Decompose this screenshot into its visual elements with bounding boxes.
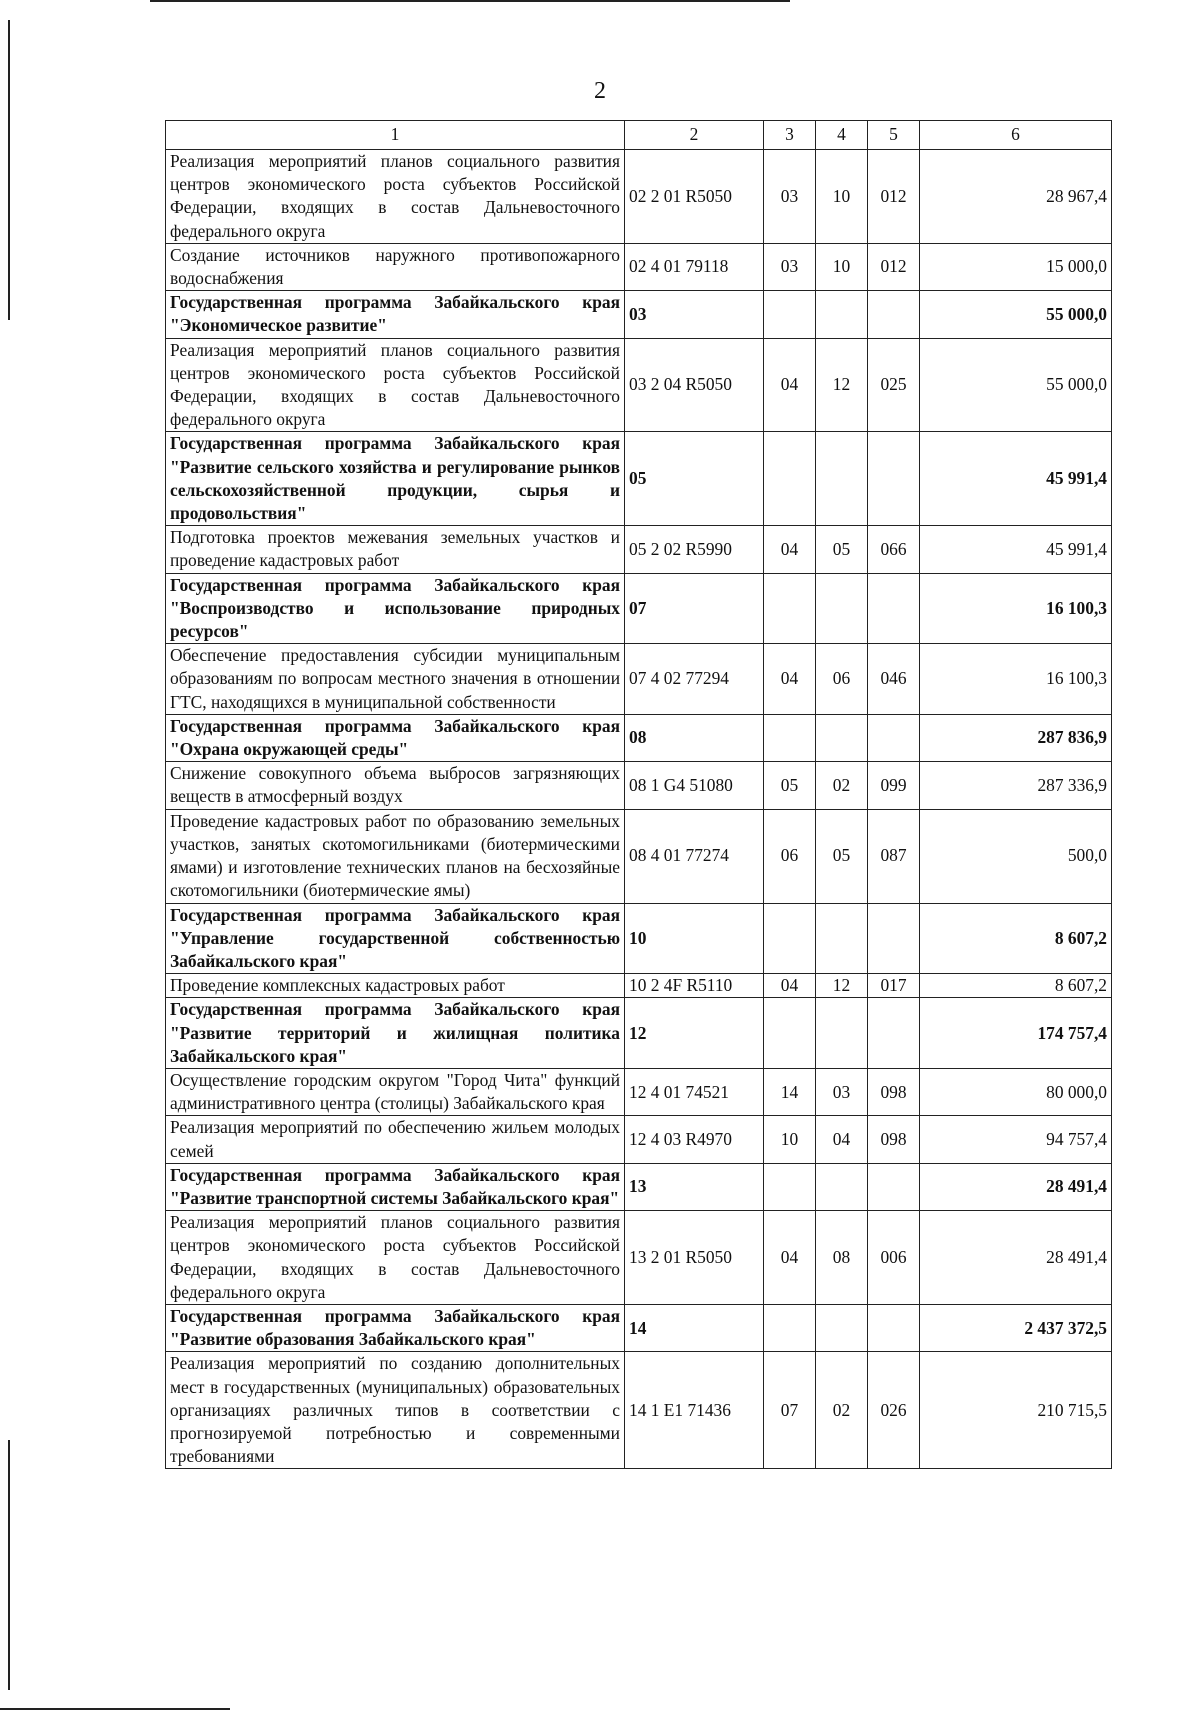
row-amount: 80 000,0 — [920, 1068, 1112, 1115]
row-name: Реализация мероприятий по обеспечению жильем молодых семей — [166, 1116, 625, 1163]
row-subsection: 12 — [816, 974, 868, 998]
row-section: 14 — [764, 1068, 816, 1115]
table-row — [166, 1116, 1112, 1163]
row-name: Проведение комплексных кадастровых работ — [166, 974, 625, 998]
row-subsection — [816, 903, 868, 974]
row-section: 03 — [764, 243, 816, 290]
row-section: 04 — [764, 974, 816, 998]
row-section — [764, 714, 816, 761]
row-section: 04 — [764, 338, 816, 432]
program-row — [166, 1304, 1112, 1351]
row-section — [764, 573, 816, 644]
program-row — [166, 573, 1112, 644]
table-row — [166, 1211, 1112, 1305]
row-name: Снижение совокупного объема выбросов загрязняющих веществ в атмосферный воздух — [166, 762, 625, 809]
row-section — [764, 1163, 816, 1210]
row-amount: 55 000,0 — [920, 338, 1112, 432]
row-amount: 45 991,4 — [920, 432, 1112, 526]
row-code: 08 4 01 77274 — [625, 809, 764, 903]
row-ministry-code — [868, 714, 920, 761]
table-body — [166, 150, 1112, 1469]
row-name: Реализация мероприятий планов социального развития центров экономического роста субъектов Российской Федерации, входящих в состав Дальневосточного федерального округа — [166, 338, 625, 432]
row-section: 04 — [764, 644, 816, 715]
row-amount: 174 757,4 — [920, 998, 1112, 1069]
row-code: 07 — [625, 573, 764, 644]
row-subsection — [816, 573, 868, 644]
row-amount: 8 607,2 — [920, 903, 1112, 974]
row-code: 08 — [625, 714, 764, 761]
row-name: Государственная программа Забайкальского края "Управление государственной собственностью Забайкальского края" — [166, 903, 625, 974]
table-row — [166, 809, 1112, 903]
row-subsection — [816, 1304, 868, 1351]
row-subsection: 06 — [816, 644, 868, 715]
program-row — [166, 903, 1112, 974]
program-row — [166, 432, 1112, 526]
row-subsection — [816, 998, 868, 1069]
table-row — [166, 1352, 1112, 1469]
row-code: 03 — [625, 291, 764, 338]
row-ministry-code: 012 — [868, 243, 920, 290]
column-header: 5 — [868, 121, 920, 150]
row-amount: 16 100,3 — [920, 644, 1112, 715]
row-subsection: 05 — [816, 809, 868, 903]
row-ministry-code: 025 — [868, 338, 920, 432]
program-row — [166, 291, 1112, 338]
program-row — [166, 1163, 1112, 1210]
row-code: 12 — [625, 998, 764, 1069]
row-ministry-code: 026 — [868, 1352, 920, 1469]
row-code: 12 4 01 74521 — [625, 1068, 764, 1115]
table-header-row — [166, 121, 1112, 150]
row-name: Проведение кадастровых работ по образованию земельных участков, занятых скотомогильниками (биотермическими ямами) и изготовление технических планов на бесхозяйные скотомогильники (биотермические ямы) — [166, 809, 625, 903]
row-code: 03 2 04 R5050 — [625, 338, 764, 432]
row-name: Государственная программа Забайкальского края "Развитие транспортной системы Забайкальского края" — [166, 1163, 625, 1210]
row-amount: 28 967,4 — [920, 150, 1112, 244]
row-amount: 55 000,0 — [920, 291, 1112, 338]
row-code: 10 2 4F R5110 — [625, 974, 764, 998]
program-row — [166, 714, 1112, 761]
row-code: 13 2 01 R5050 — [625, 1211, 764, 1305]
row-section: 04 — [764, 1211, 816, 1305]
row-section — [764, 1304, 816, 1351]
row-ministry-code — [868, 903, 920, 974]
row-name: Подготовка проектов межевания земельных участков и проведение кадастровых работ — [166, 526, 625, 573]
row-name: Государственная программа Забайкальского края "Развитие сельского хозяйства и регулирование рынков сельскохозяйственной продукции, сырья и продовольствия" — [166, 432, 625, 526]
row-amount: 287 836,9 — [920, 714, 1112, 761]
row-ministry-code: 098 — [868, 1116, 920, 1163]
row-amount: 210 715,5 — [920, 1352, 1112, 1469]
table-row — [166, 1068, 1112, 1115]
row-section: 07 — [764, 1352, 816, 1469]
row-code: 14 — [625, 1304, 764, 1351]
table-row — [166, 338, 1112, 432]
row-code: 12 4 03 R4970 — [625, 1116, 764, 1163]
scan-left-edge — [8, 20, 10, 320]
row-code: 14 1 E1 71436 — [625, 1352, 764, 1469]
row-ministry-code: 099 — [868, 762, 920, 809]
row-amount: 94 757,4 — [920, 1116, 1112, 1163]
row-code: 08 1 G4 51080 — [625, 762, 764, 809]
row-section: 10 — [764, 1116, 816, 1163]
row-subsection — [816, 714, 868, 761]
column-header: 1 — [166, 121, 625, 150]
row-ministry-code: 087 — [868, 809, 920, 903]
row-ministry-code — [868, 432, 920, 526]
row-name: Реализация мероприятий планов социального развития центров экономического роста субъектов Российской Федерации, входящих в состав Дальневосточного федерального округа — [166, 150, 625, 244]
row-amount: 15 000,0 — [920, 243, 1112, 290]
page-number: 2 — [594, 78, 606, 104]
row-amount: 45 991,4 — [920, 526, 1112, 573]
row-name: Государственная программа Забайкальского края "Воспроизводство и использование природных ресурсов" — [166, 573, 625, 644]
row-code: 05 — [625, 432, 764, 526]
row-ministry-code — [868, 291, 920, 338]
row-code: 02 2 01 R5050 — [625, 150, 764, 244]
row-code: 10 — [625, 903, 764, 974]
row-subsection: 02 — [816, 1352, 868, 1469]
row-amount: 287 336,9 — [920, 762, 1112, 809]
row-subsection: 12 — [816, 338, 868, 432]
row-name: Обеспечение предоставления субсидии муниципальным образованиям по вопросам местного значения в отношении ГТС, находящихся в муниципальной собственности — [166, 644, 625, 715]
row-section — [764, 903, 816, 974]
row-name: Создание источников наружного противопожарного водоснабжения — [166, 243, 625, 290]
table-row — [166, 974, 1112, 998]
row-name: Реализация мероприятий по созданию дополнительных мест в государственных (муниципальных) образовательных организациях различных типов в соответствии с прогнозируемой потребностью и современными требованиями — [166, 1352, 625, 1469]
row-section — [764, 998, 816, 1069]
row-name: Реализация мероприятий планов социального развития центров экономического роста субъектов Российской Федерации, входящих в состав Дальневосточного федерального округа — [166, 1211, 625, 1305]
row-ministry-code — [868, 1163, 920, 1210]
scan-top-edge — [150, 0, 790, 2]
scan-bottom-edge — [0, 1708, 230, 1710]
row-name: Государственная программа Забайкальского края "Развитие территорий и жилищная политика Забайкальского края" — [166, 998, 625, 1069]
row-ministry-code — [868, 998, 920, 1069]
row-code: 02 4 01 79118 — [625, 243, 764, 290]
row-amount: 16 100,3 — [920, 573, 1112, 644]
row-amount: 2 437 372,5 — [920, 1304, 1112, 1351]
row-ministry-code: 006 — [868, 1211, 920, 1305]
scan-left-edge-lower — [8, 1440, 10, 1690]
row-section — [764, 291, 816, 338]
program-row — [166, 998, 1112, 1069]
table-row — [166, 150, 1112, 244]
row-name: Государственная программа Забайкальского края "Охрана окружающей среды" — [166, 714, 625, 761]
row-ministry-code: 046 — [868, 644, 920, 715]
row-subsection: 10 — [816, 150, 868, 244]
column-header: 4 — [816, 121, 868, 150]
row-amount: 28 491,4 — [920, 1211, 1112, 1305]
row-amount: 28 491,4 — [920, 1163, 1112, 1210]
row-code: 13 — [625, 1163, 764, 1210]
table-row — [166, 243, 1112, 290]
row-section: 04 — [764, 526, 816, 573]
row-amount: 8 607,2 — [920, 974, 1112, 998]
row-name: Осуществление городским округом "Город Чита" функций административного центра (столицы) Забайкальского края — [166, 1068, 625, 1115]
row-ministry-code — [868, 573, 920, 644]
column-header: 2 — [625, 121, 764, 150]
row-subsection: 10 — [816, 243, 868, 290]
row-section: 06 — [764, 809, 816, 903]
row-subsection: 05 — [816, 526, 868, 573]
row-subsection: 08 — [816, 1211, 868, 1305]
row-ministry-code — [868, 1304, 920, 1351]
row-name: Государственная программа Забайкальского края "Экономическое развитие" — [166, 291, 625, 338]
row-subsection — [816, 432, 868, 526]
column-header: 3 — [764, 121, 816, 150]
row-section: 03 — [764, 150, 816, 244]
table-row — [166, 762, 1112, 809]
row-code: 05 2 02 R5990 — [625, 526, 764, 573]
row-subsection — [816, 1163, 868, 1210]
row-ministry-code: 017 — [868, 974, 920, 998]
row-ministry-code: 066 — [868, 526, 920, 573]
row-subsection: 03 — [816, 1068, 868, 1115]
budget-table — [165, 120, 1112, 1469]
row-ministry-code: 098 — [868, 1068, 920, 1115]
row-name: Государственная программа Забайкальского края "Развитие образования Забайкальского края" — [166, 1304, 625, 1351]
table-row — [166, 644, 1112, 715]
row-section — [764, 432, 816, 526]
row-ministry-code: 012 — [868, 150, 920, 244]
row-code: 07 4 02 77294 — [625, 644, 764, 715]
table-row — [166, 526, 1112, 573]
row-section: 05 — [764, 762, 816, 809]
row-amount: 500,0 — [920, 809, 1112, 903]
row-subsection: 02 — [816, 762, 868, 809]
row-subsection: 04 — [816, 1116, 868, 1163]
column-header: 6 — [920, 121, 1112, 150]
row-subsection — [816, 291, 868, 338]
